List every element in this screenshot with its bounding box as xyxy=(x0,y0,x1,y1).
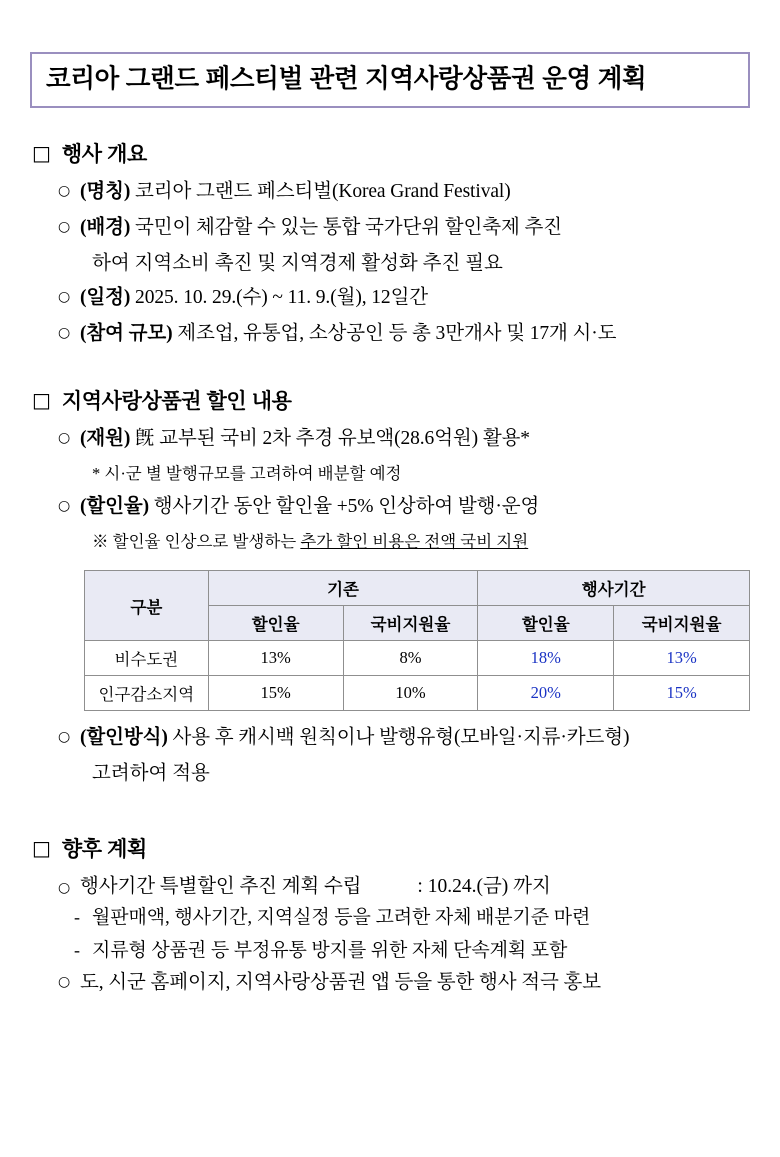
table-cell-event-rate: 20% xyxy=(478,676,614,711)
table-cell-existing-support: 10% xyxy=(343,676,478,711)
list-item-label: (배경) xyxy=(80,217,131,239)
footnote-discount xyxy=(30,528,750,556)
table-cell-event-rate: 18% xyxy=(478,641,614,676)
footnote-prefix: ※ 할인율 인상으로 발생하는 xyxy=(92,532,301,552)
table-cell-event-support: 13% xyxy=(614,641,750,676)
section-title-text: 지역사랑상품권 할인 내용 xyxy=(61,390,292,414)
list-item xyxy=(30,177,750,207)
list-item-text: 도, 시군 홈페이지, 지역사랑상품권 앱 등을 통한 행사 적극 홍보 xyxy=(80,972,601,994)
table-cell-event-support: 15% xyxy=(614,676,750,711)
section-spacer xyxy=(30,355,750,385)
list-item-text xyxy=(80,283,750,313)
discount-rate-table xyxy=(84,570,750,711)
sub-list-item-text: 월판매액, 행사기간, 지역실정 등을 고려한 자체 배분기준 마련 xyxy=(92,907,591,929)
circle-bullet-icon: ○ xyxy=(58,430,71,447)
circle-bullet-icon: ○ xyxy=(58,183,71,200)
sub-list-item xyxy=(30,935,750,966)
list-item-body: 국민이 체감할 수 있는 통합 국가단위 할인축제 추진 xyxy=(130,217,562,239)
square-bullet-icon: □ xyxy=(32,388,51,413)
circle-bullet-icon: ○ xyxy=(58,729,71,746)
circle-bullet-icon: ○ xyxy=(58,880,71,897)
list-item xyxy=(30,424,750,454)
table-cell-existing-rate: 13% xyxy=(208,641,343,676)
circle-bullet-icon: ○ xyxy=(58,289,71,306)
list-item-continuation: 하여 지역소비 촉진 및 지역경제 활성화 추진 필요 xyxy=(92,253,503,275)
list-item-body: 旣 교부된 국비 2차 추경 유보액(28.6억원) 활용* xyxy=(130,428,530,450)
list-item-label: (재원) xyxy=(80,428,131,450)
plan-item-text: 행사기간 특별할인 추진 계획 수립 xyxy=(80,876,362,898)
list-item-label: (할인방식) xyxy=(80,727,168,749)
table-header-category: 구분 xyxy=(85,571,209,641)
plan-item-deadline: : 10.24.(금) 까지 xyxy=(417,876,551,898)
footnote-funding: * 시·군 별 발행규모를 고려하여 배분할 예정 xyxy=(92,464,402,484)
table-row xyxy=(85,641,750,676)
list-item-body: 제조업, 유통업, 소상공인 등 총 3만개사 및 17개 시·도 xyxy=(172,323,617,345)
list-item-body: 사용 후 캐시백 원칙이나 발행유형(모바일·지류·카드형) xyxy=(167,727,630,749)
table-subheader-event-support: 국비지원율 xyxy=(614,606,750,641)
section-heading-overview xyxy=(32,138,750,168)
table-subheader-existing-rate: 할인율 xyxy=(208,606,343,641)
table-cell-region: 비수도권 xyxy=(85,641,209,676)
list-item-label: (일정) xyxy=(80,287,131,309)
list-item-text xyxy=(80,492,750,522)
list-item-label: (명칭) xyxy=(80,181,131,203)
section-title-text: 행사 개요 xyxy=(61,143,147,167)
list-item-label: (할인율) xyxy=(80,496,149,518)
list-item-body: 행사기간 동안 할인율 +5% 인상하여 발행·운영 xyxy=(149,496,540,518)
list-item xyxy=(30,213,750,243)
table-header-row xyxy=(85,571,750,606)
table-cell-region: 인구감소지역 xyxy=(85,676,209,711)
dash-bullet-icon: - xyxy=(74,940,80,961)
dash-bullet-icon: - xyxy=(74,907,80,928)
table-subheader-event-rate: 할인율 xyxy=(478,606,614,641)
list-item-text xyxy=(80,319,750,349)
circle-bullet-icon: ○ xyxy=(58,974,71,991)
square-bullet-icon: □ xyxy=(32,836,51,861)
footnote-underlined: 추가 할인 비용은 전액 국비 지원 xyxy=(300,532,529,552)
page-title: 코리아 그랜드 페스티벌 관련 지역사랑상품권 운영 계획 xyxy=(46,65,647,93)
table-header-event: 행사기간 xyxy=(478,571,750,606)
list-item-body: 2025. 10. 29.(수) ~ 11. 9.(월), 12일간 xyxy=(130,287,429,309)
list-item xyxy=(30,283,750,313)
circle-bullet-icon: ○ xyxy=(58,498,71,515)
circle-bullet-icon: ○ xyxy=(58,219,71,236)
list-item-text xyxy=(80,213,750,243)
sub-list-item-text: 지류형 상품권 등 부정유통 방지를 위한 자체 단속계획 포함 xyxy=(92,940,568,962)
circle-bullet-icon: ○ xyxy=(58,325,71,342)
document-title-banner xyxy=(30,52,750,108)
list-item-continuation: 고려하여 적용 xyxy=(92,763,210,785)
list-item-body: 코리아 그랜드 페스티벌(Korea Grand Festival) xyxy=(130,181,511,203)
list-item xyxy=(30,723,750,753)
section-heading-plan xyxy=(32,833,750,863)
list-item xyxy=(30,968,750,998)
list-item-label: (참여 규모) xyxy=(80,323,173,345)
list-item xyxy=(30,492,750,522)
list-item-text xyxy=(80,424,750,454)
section-heading-discount xyxy=(32,385,750,415)
sub-list-item xyxy=(30,902,750,933)
discount-table-wrapper xyxy=(30,570,750,711)
list-item xyxy=(30,872,750,902)
list-item-text xyxy=(80,177,750,207)
list-item xyxy=(30,319,750,349)
table-header-existing: 기존 xyxy=(208,571,478,606)
table-subheader-existing-support: 국비지원율 xyxy=(343,606,478,641)
table-cell-existing-rate: 15% xyxy=(208,676,343,711)
table-cell-existing-support: 8% xyxy=(343,641,478,676)
section-title-text: 향후 계획 xyxy=(61,838,147,862)
table-row xyxy=(85,676,750,711)
section-spacer xyxy=(30,793,750,833)
square-bullet-icon: □ xyxy=(32,141,51,166)
list-item-text xyxy=(80,723,750,753)
